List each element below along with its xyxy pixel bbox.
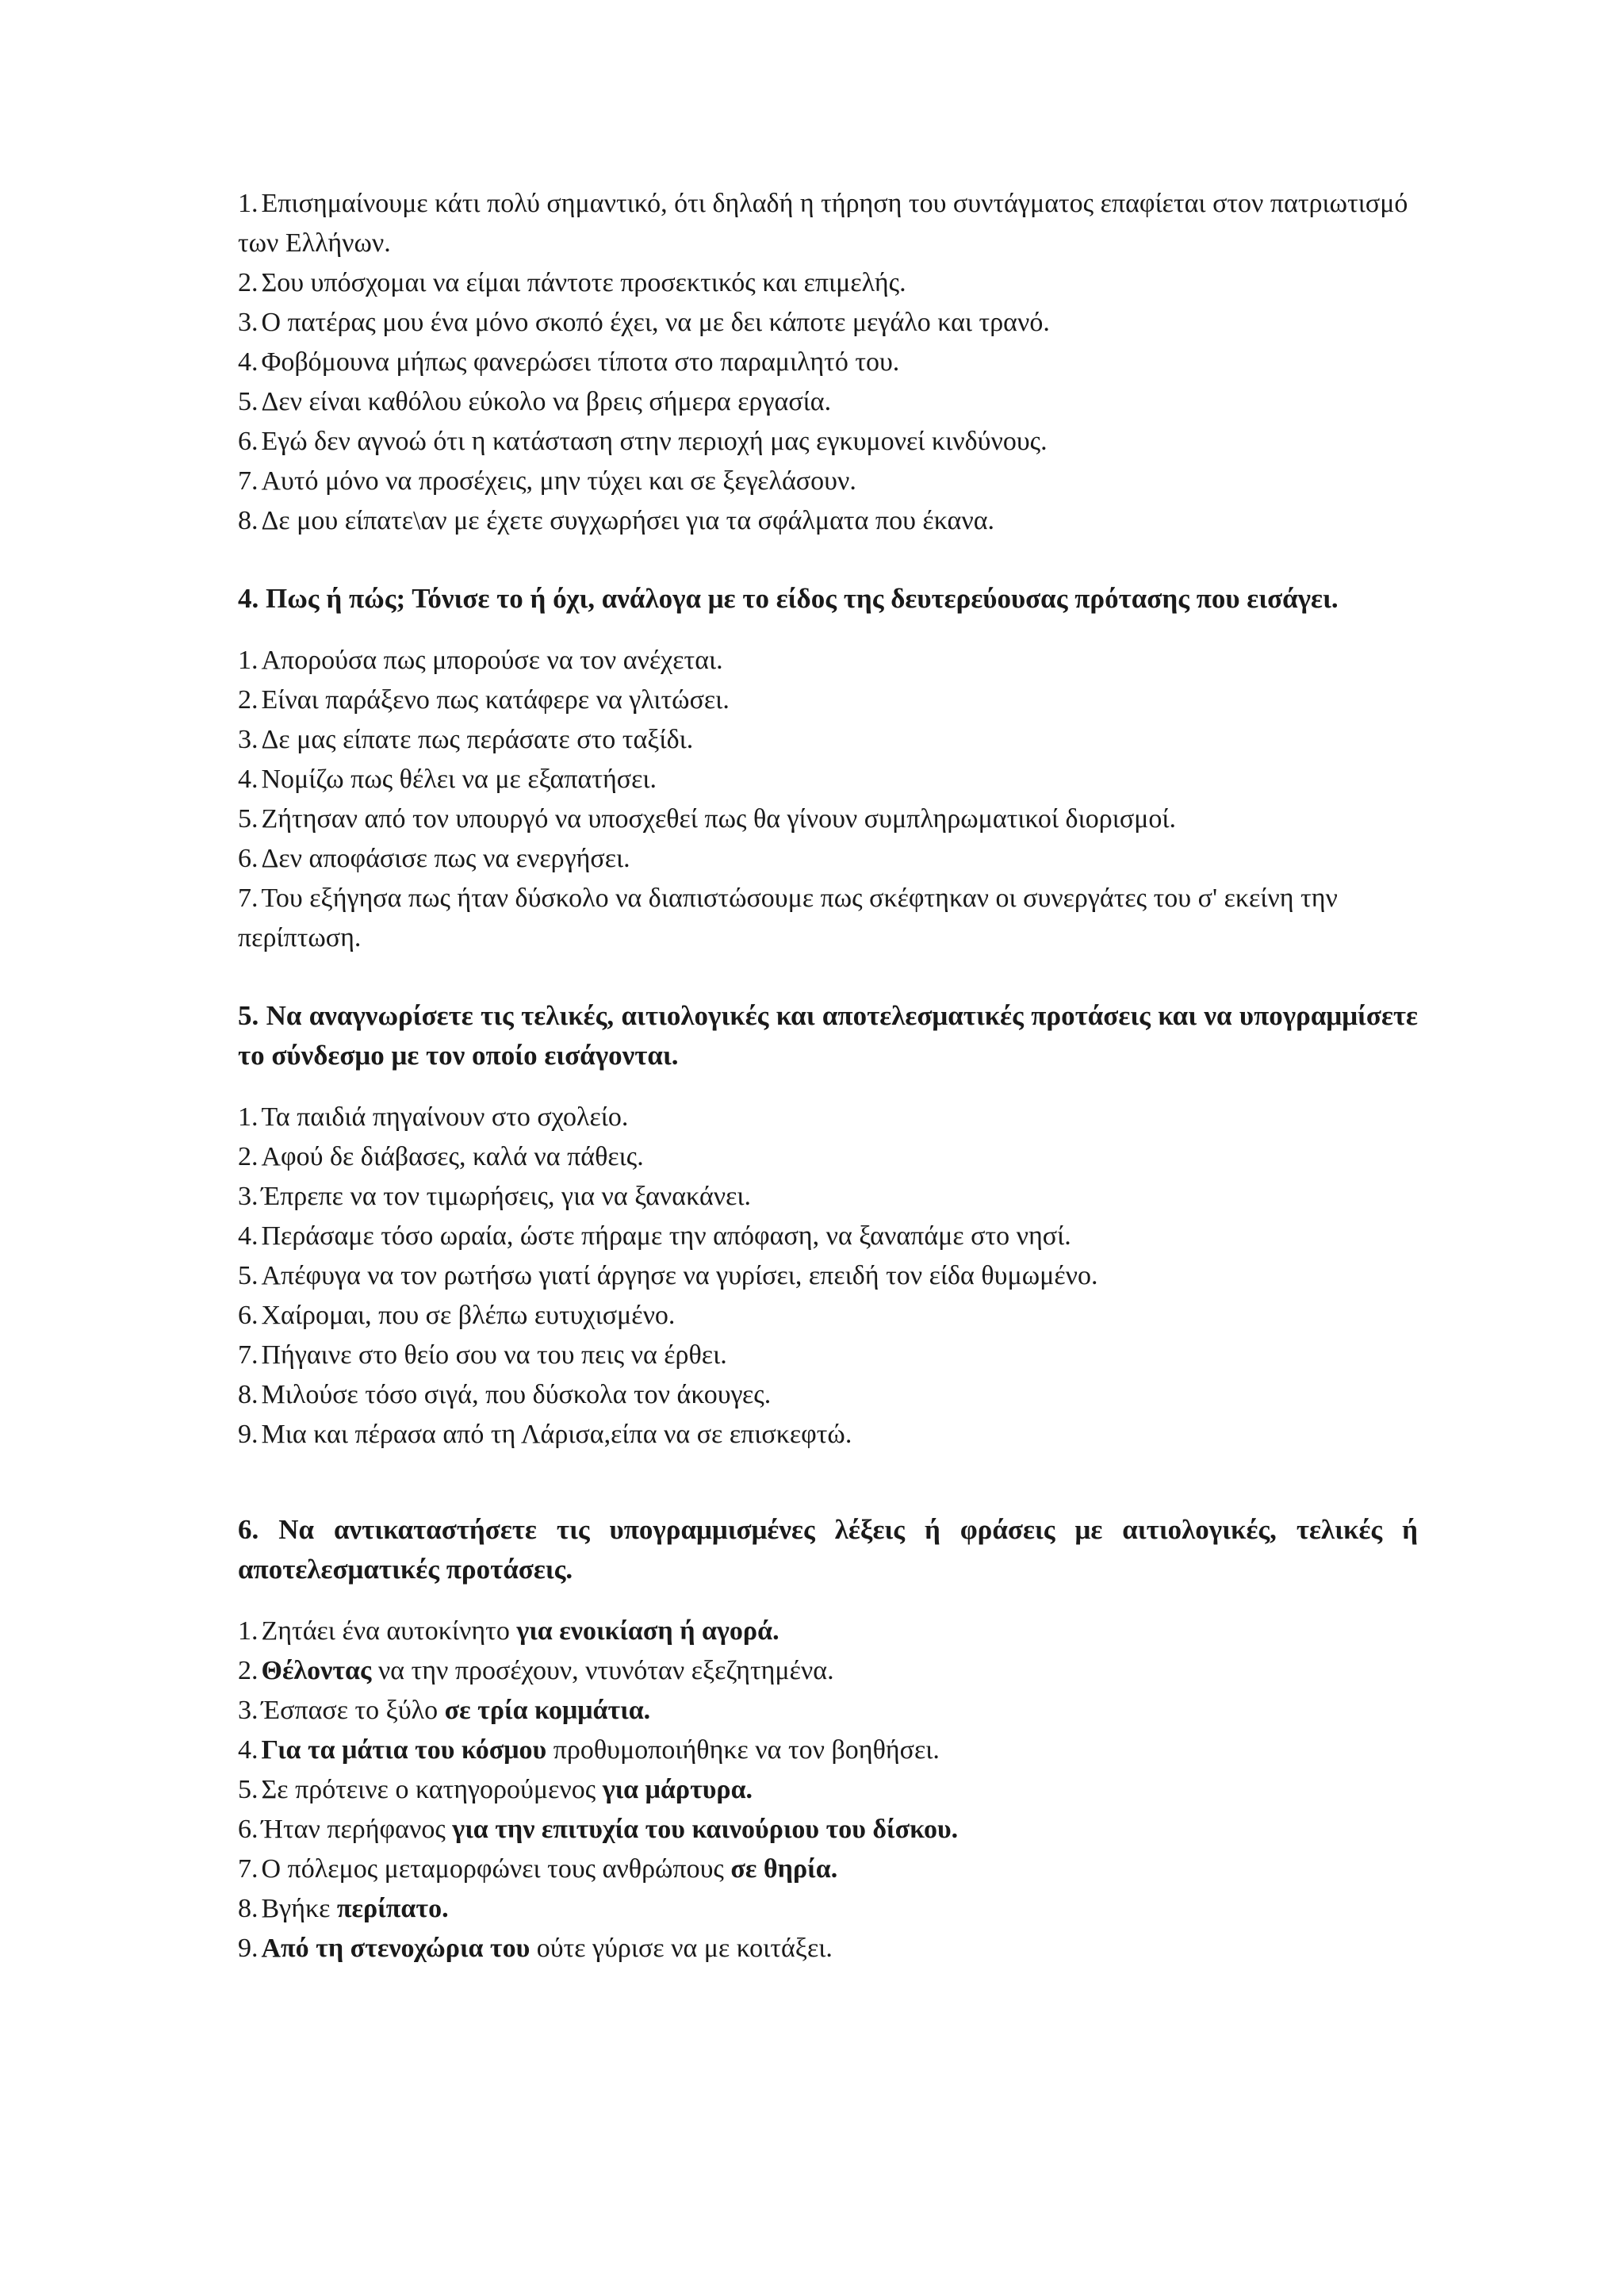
list-item xyxy=(238,501,1418,541)
list-item xyxy=(238,799,1418,839)
item-number: 4. xyxy=(238,765,259,794)
item-number: 2. xyxy=(238,268,259,297)
item-number: 4. xyxy=(238,347,259,377)
item-number: 5. xyxy=(238,387,259,416)
item-number: 1. xyxy=(238,646,259,675)
item-number: 6. xyxy=(238,1815,259,1844)
item-number: 9. xyxy=(238,1420,259,1449)
item-number: 6. xyxy=(238,844,259,873)
list-item xyxy=(238,1810,1418,1849)
highlighted-phrase: Από τη στενοχώρια του xyxy=(261,1934,530,1963)
item-number: 7. xyxy=(238,466,259,496)
section-3-list xyxy=(238,184,1418,541)
item-text: Νομίζω πως θέλει να με εξαπατήσει. xyxy=(261,765,657,794)
item-text: Απορούσα πως μπορούσε να τον ανέχεται. xyxy=(261,646,723,675)
section-6-list xyxy=(238,1612,1418,1968)
item-text: ούτε γύρισε να με κοιτάξει. xyxy=(530,1934,833,1963)
item-number: 3. xyxy=(238,1182,259,1211)
item-text: Δεν είναι καθόλου εύκολο να βρεις σήμερα εργασία. xyxy=(261,387,832,416)
list-item xyxy=(238,879,1418,958)
list-item xyxy=(238,1217,1418,1256)
item-number: 3. xyxy=(238,308,259,337)
list-item xyxy=(238,303,1418,343)
list-item xyxy=(238,1375,1418,1415)
item-number: 7. xyxy=(238,1854,259,1884)
item-number: 8. xyxy=(238,1380,259,1409)
item-text: Απέφυγα να τον ρωτήσω γιατί άργησε να γυρίσει, επειδή τον είδα θυμωμένο. xyxy=(261,1261,1098,1290)
list-item xyxy=(238,422,1418,462)
item-text: Πήγαινε στο θείο σου να του πεις να έρθει. xyxy=(261,1340,727,1370)
item-number: 4. xyxy=(238,1221,259,1251)
item-number: 2. xyxy=(238,1142,259,1171)
item-text: Μιλούσε τόσο σιγά, που δύσκολα τον άκουγες. xyxy=(261,1380,772,1409)
item-text: Βγήκε xyxy=(261,1894,337,1923)
item-text: Μια και πέρασα από τη Λάρισα,είπα να σε επισκεφτώ. xyxy=(261,1420,852,1449)
item-text: Έπρεπε να τον τιμωρήσεις, για να ξανακάνει. xyxy=(261,1182,752,1211)
item-number: 5. xyxy=(238,804,259,834)
list-item xyxy=(238,839,1418,879)
item-text: προθυμοποιήθηκε να τον βοηθήσει. xyxy=(546,1735,940,1765)
highlighted-phrase: για ενοικίαση ή αγορά. xyxy=(516,1616,779,1646)
item-text: Σου υπόσχομαι να είμαι πάντοτε προσεκτικός και επιμελής. xyxy=(261,268,906,297)
section-4-list xyxy=(238,641,1418,958)
list-item xyxy=(238,1098,1418,1137)
list-item xyxy=(238,1612,1418,1651)
list-item xyxy=(238,1889,1418,1929)
list-item xyxy=(238,1256,1418,1296)
item-text: Ο πατέρας μου ένα μόνο σκοπό έχει, να με δει κάποτε μεγάλο και τρανό. xyxy=(261,308,1050,337)
section-5-list xyxy=(238,1098,1418,1455)
item-number: 8. xyxy=(238,506,259,535)
item-text: Χαίρομαι, που σε βλέπω ευτυχισμένο. xyxy=(261,1301,676,1330)
item-text: Δε μου είπατε\αν με έχετε συγχωρήσει για τα σφάλματα που έκανα. xyxy=(261,506,995,535)
item-number: 4. xyxy=(238,1735,259,1765)
item-number: 2. xyxy=(238,1656,259,1685)
section-5-heading: 5. Να αναγνωρίσετε τις τελικές, αιτιολογικές και αποτελεσματικές προτάσεις και να υπογραμμίσετε το σύνδεσμο με τον οποίο εισάγονται. xyxy=(238,1000,1418,1071)
item-text: Ο πόλεμος μεταμορφώνει τους ανθρώπους xyxy=(261,1854,731,1884)
list-item xyxy=(238,1929,1418,1968)
list-item xyxy=(238,184,1418,263)
highlighted-phrase: για την επιτυχία του καινούριου του δίσκου. xyxy=(452,1815,959,1844)
list-item xyxy=(238,1731,1418,1770)
highlighted-phrase: περίπατο. xyxy=(336,1894,449,1923)
list-item xyxy=(238,343,1418,382)
list-item xyxy=(238,1651,1418,1691)
item-number: 3. xyxy=(238,1696,259,1725)
item-text: Δε μας είπατε πως περάσατε στο ταξίδι. xyxy=(261,725,694,754)
item-number: 6. xyxy=(238,427,259,456)
item-number: 8. xyxy=(238,1894,259,1923)
list-item xyxy=(238,1137,1418,1177)
highlighted-phrase: Θέλοντας xyxy=(261,1656,372,1685)
list-item xyxy=(238,1177,1418,1217)
list-item xyxy=(238,263,1418,303)
item-number: 2. xyxy=(238,685,259,715)
highlighted-phrase: για μάρτυρα. xyxy=(602,1775,753,1804)
item-text: Ζήτησαν από τον υπουργό να υποσχεθεί πως θα γίνουν συμπληρωματικοί διορισμοί. xyxy=(261,804,1177,834)
list-item xyxy=(238,760,1418,799)
item-number: 1. xyxy=(238,1102,259,1132)
highlighted-phrase: Για τα μάτια του κόσμου xyxy=(261,1735,547,1765)
list-item xyxy=(238,680,1418,720)
list-item xyxy=(238,641,1418,680)
list-item xyxy=(238,720,1418,760)
list-item xyxy=(238,1296,1418,1336)
item-text: Είναι παράξενο πως κατάφερε να γλιτώσει. xyxy=(261,685,730,715)
item-text: Αυτό μόνο να προσέχεις, μην τύχει και σε ξεγελάσουν. xyxy=(261,466,856,496)
item-text: Επισημαίνουμε κάτι πολύ σημαντικό, ότι δηλαδή η τήρηση του συντάγματος επαφίεται στον πατριωτισμό των Ελλήνων. xyxy=(238,189,1408,258)
item-number: 5. xyxy=(238,1261,259,1290)
item-text: Εγώ δεν αγνοώ ότι η κατάσταση στην περιοχή μας εγκυμονεί κινδύνους. xyxy=(261,427,1048,456)
item-number: 3. xyxy=(238,725,259,754)
item-number: 6. xyxy=(238,1301,259,1330)
item-number: 5. xyxy=(238,1775,259,1804)
item-text: Αφού δε διάβασες, καλά να πάθεις. xyxy=(261,1142,644,1171)
item-text: να την προσέχουν, ντυνόταν εξεζητημένα. xyxy=(371,1656,834,1685)
document-page xyxy=(238,184,1418,1968)
item-text: Περάσαμε τόσο ωραία, ώστε πήραμε την απόφαση, να ξαναπάμε στο νησί. xyxy=(261,1221,1071,1251)
list-item xyxy=(238,462,1418,501)
item-text: Τα παιδιά πηγαίνουν στο σχολείο. xyxy=(261,1102,629,1132)
section-6-heading: 6. Να αντικαταστήσετε τις υπογραμμισμένες λέξεις ή φράσεις με αιτιολογικές, τελικές ή αποτελεσματικές προτάσεις. xyxy=(238,1514,1418,1585)
item-number: 1. xyxy=(238,1616,259,1646)
section-4-heading: 4. Πως ή πώς; Τόνισε το ή όχι, ανάλογα με το είδος της δευτερεύουσας πρότασης που εισάγει. xyxy=(238,583,1339,614)
item-text: Δεν αποφάσισε πως να ενεργήσει. xyxy=(261,844,630,873)
highlighted-phrase: σε τρία κομμάτια. xyxy=(444,1696,651,1725)
item-number: 1. xyxy=(238,189,259,218)
item-text: Έσπασε το ξύλο xyxy=(261,1696,445,1725)
list-item xyxy=(238,1336,1418,1375)
item-text: Του εξήγησα πως ήταν δύσκολο να διαπιστώσουμε πως σκέφτηκαν οι συνεργάτες του σ' εκείνη την περίπτωση. xyxy=(238,884,1338,953)
item-number: 7. xyxy=(238,1340,259,1370)
list-item xyxy=(238,382,1418,422)
item-text: Σε πρότεινε ο κατηγορούμενος xyxy=(261,1775,603,1804)
list-item xyxy=(238,1691,1418,1731)
highlighted-phrase: σε θηρία. xyxy=(730,1854,838,1884)
item-text: Ήταν περήφανος xyxy=(261,1815,453,1844)
item-number: 9. xyxy=(238,1934,259,1963)
list-item xyxy=(238,1849,1418,1889)
list-item xyxy=(238,1415,1418,1455)
item-number: 7. xyxy=(238,884,259,913)
item-text: Φοβόμουνα μήπως φανερώσει τίποτα στο παραμιλητό του. xyxy=(261,347,900,377)
list-item xyxy=(238,1770,1418,1810)
item-text: Ζητάει ένα αυτοκίνητο xyxy=(261,1616,517,1646)
